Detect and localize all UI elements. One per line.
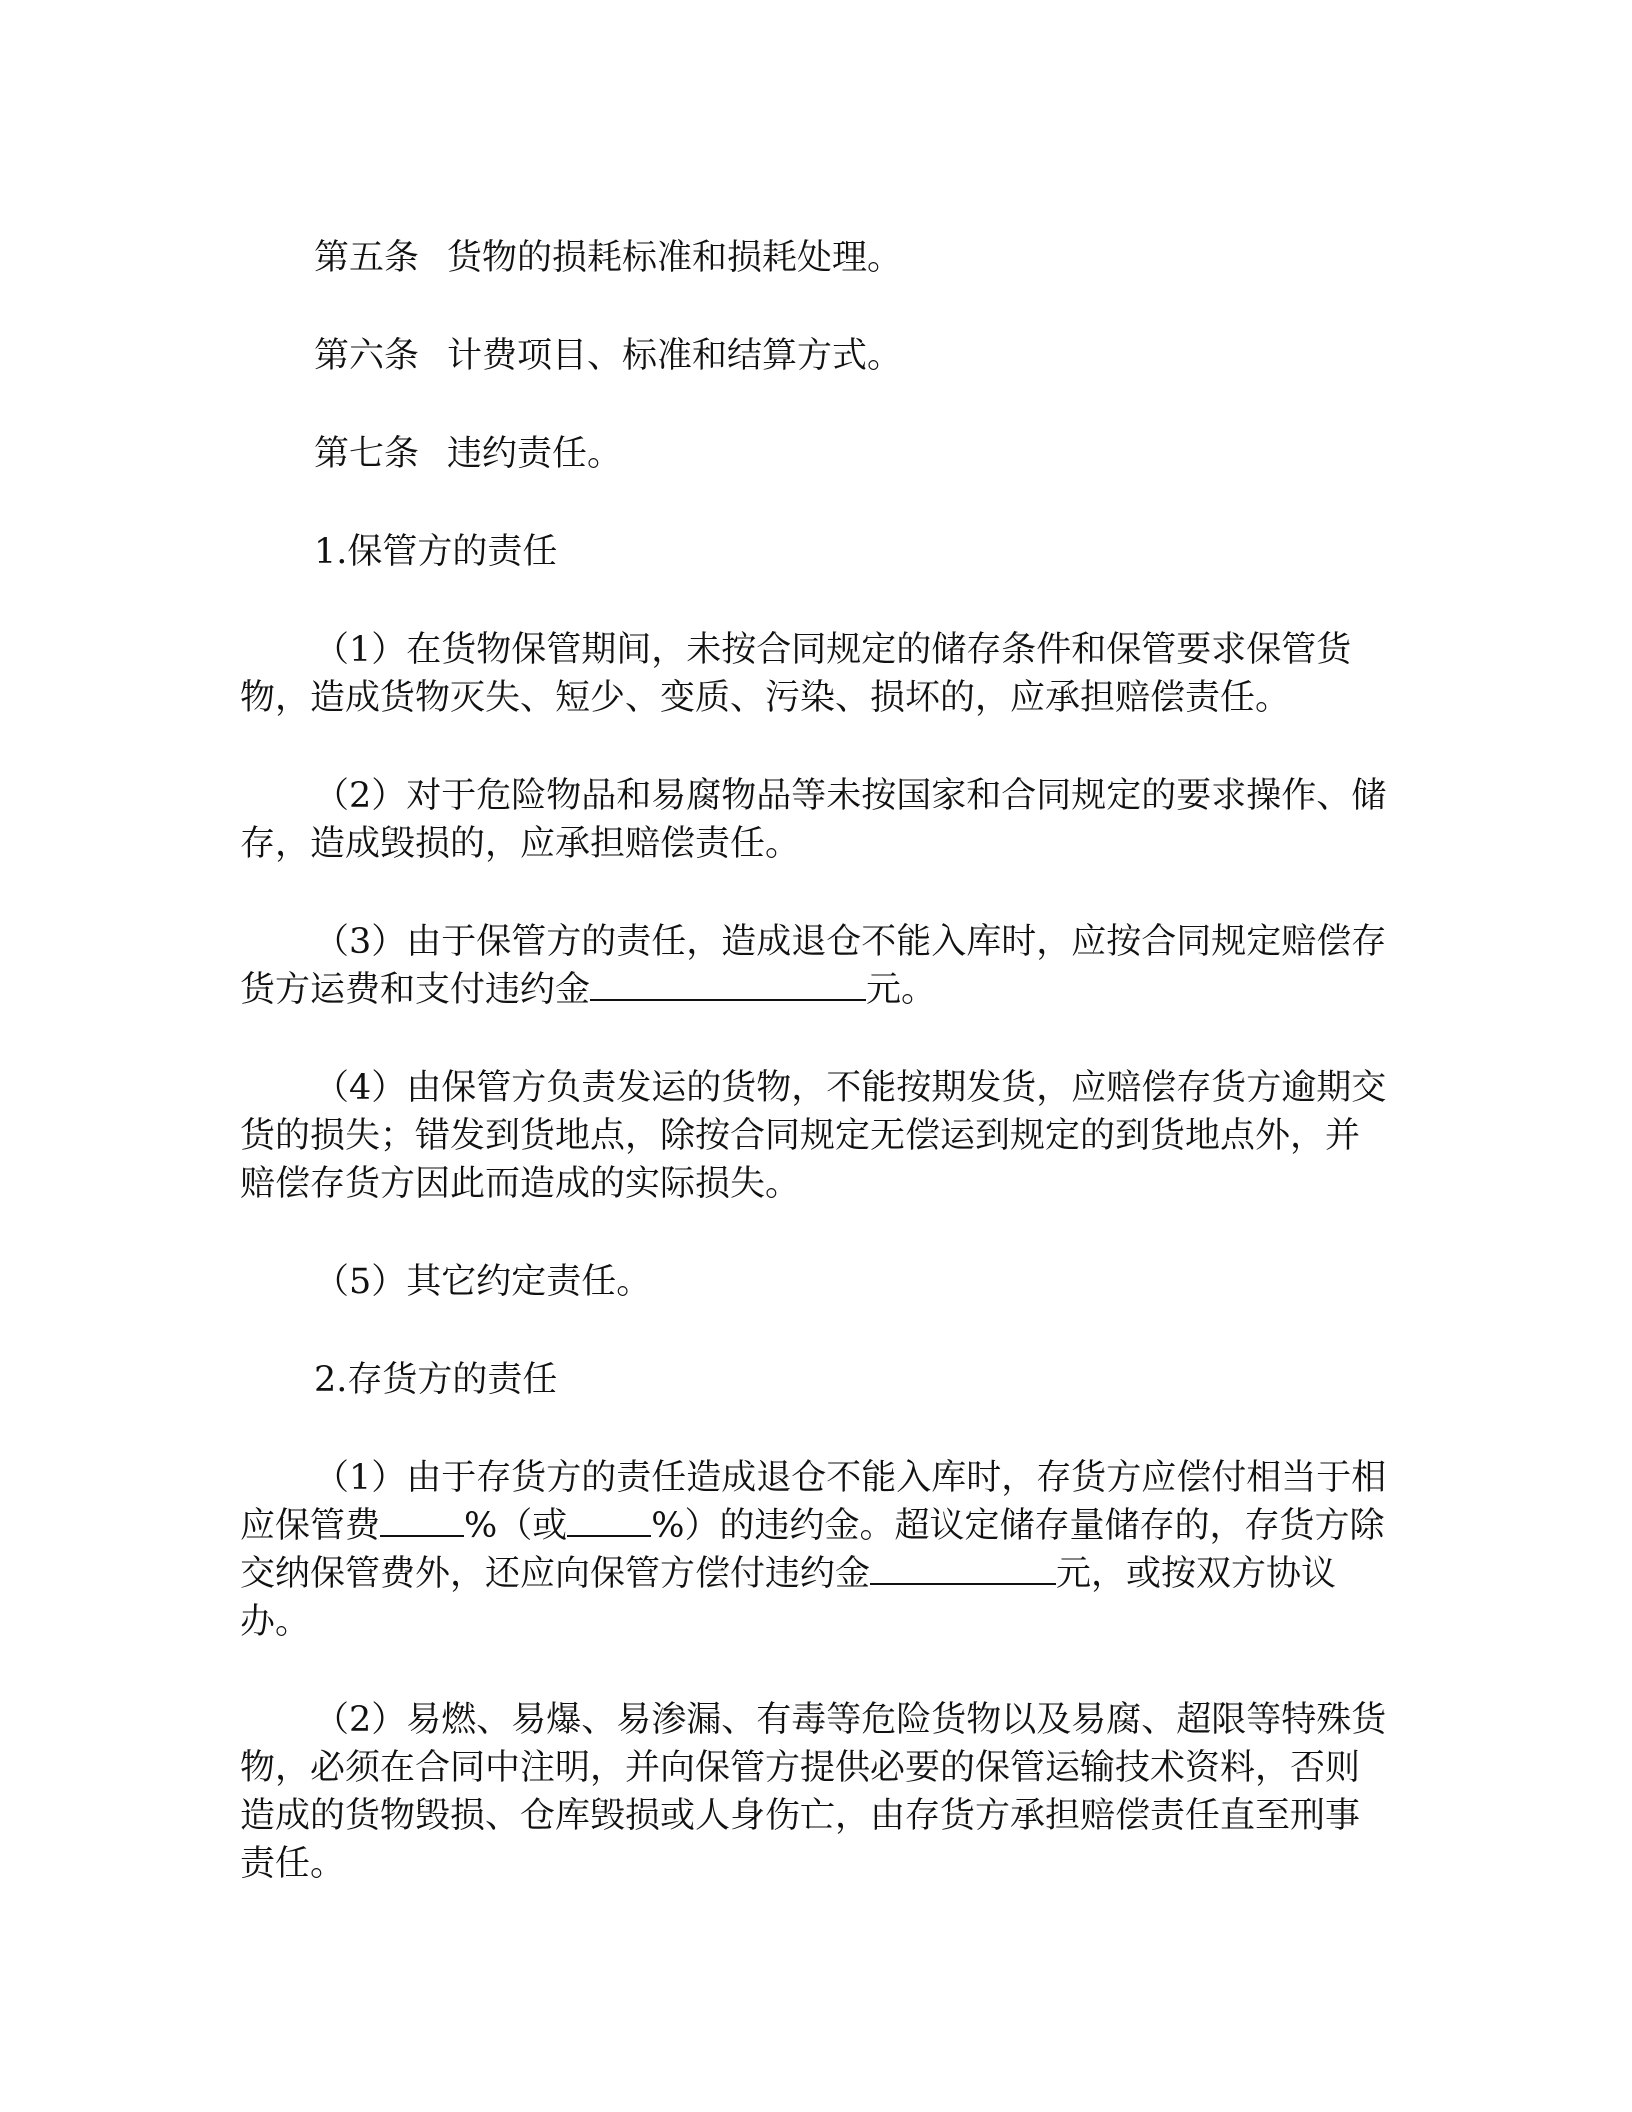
article-5-label: 第五条 bbox=[314, 238, 420, 278]
section-1-item-5: （5）其它约定责任。 bbox=[314, 1262, 652, 1302]
article-7-label: 第七条 bbox=[314, 434, 420, 474]
storage-fee-percent-blank[interactable] bbox=[380, 1505, 464, 1537]
section-1-item-2: （2）对于危险物品和易腐物品等未按国家和合同规定的要求操作、储存，造成毁损的，应承担赔偿责任。 bbox=[240, 776, 1387, 864]
section-1-item-3-unit: 元。 bbox=[866, 970, 937, 1010]
article-6-label: 第六条 bbox=[314, 336, 420, 376]
section-1-item-3 bbox=[240, 918, 1390, 1014]
alt-percent-blank[interactable] bbox=[567, 1505, 651, 1537]
section-1-item-3-text: （3）由于保管方的责任，造成退仓不能入库时，应按合同规定赔偿存货方运费和支付违约金 bbox=[240, 922, 1387, 1010]
section-2-heading: 2.存货方的责任 bbox=[314, 1360, 558, 1400]
penalty-amount-blank[interactable] bbox=[590, 969, 866, 1001]
section-2-item-1-part-1: （1）由于存货方的责任造成退仓不能入库时，存货方应偿付相当于相应保管费 bbox=[240, 1458, 1387, 1546]
section-2-item-1-part-3: %）的违约金。超议定储存量储存的，存货方除交纳保管费外，还应向保管方偿付违约金 bbox=[240, 1506, 1385, 1594]
article-5 bbox=[240, 234, 1390, 282]
excess-penalty-blank[interactable] bbox=[870, 1553, 1056, 1585]
section-1-heading: 1.保管方的责任 bbox=[314, 532, 558, 572]
article-7 bbox=[240, 430, 1390, 478]
section-1-item-4: （4）由保管方负责发运的货物，不能按期发货，应赔偿存货方逾期交货的损失；错发到货地点，除按合同规定无偿运到规定的到货地点外，并赔偿存货方因此而造成的实际损失。 bbox=[240, 1068, 1387, 1204]
article-7-text: 违约责任。 bbox=[447, 434, 623, 474]
article-5-text: 货物的损耗标准和损耗处理。 bbox=[447, 238, 903, 278]
section-2-item-1 bbox=[240, 1454, 1390, 1646]
section-2-item-1-part-2: %（或 bbox=[464, 1506, 568, 1546]
document-body bbox=[240, 234, 1390, 1938]
section-1-item-1: （1）在货物保管期间，未按合同规定的储存条件和保管要求保管货物，造成货物灭失、短少、变质、污染、损坏的，应承担赔偿责任。 bbox=[240, 630, 1352, 718]
article-6-text: 计费项目、标准和结算方式。 bbox=[447, 336, 903, 376]
article-6 bbox=[240, 332, 1390, 380]
section-2-item-1-part-4: 元，或按双方协议办。 bbox=[240, 1554, 1337, 1642]
section-2-item-2: （2）易燃、易爆、易渗漏、有毒等危险货物以及易腐、超限等特殊货物，必须在合同中注明，并向保管方提供必要的保管运输技术资料，否则造成的货物毁损、仓库毁损或人身伤亡，由存货方承担赔偿责任直至刑事责任。 bbox=[240, 1700, 1387, 1884]
